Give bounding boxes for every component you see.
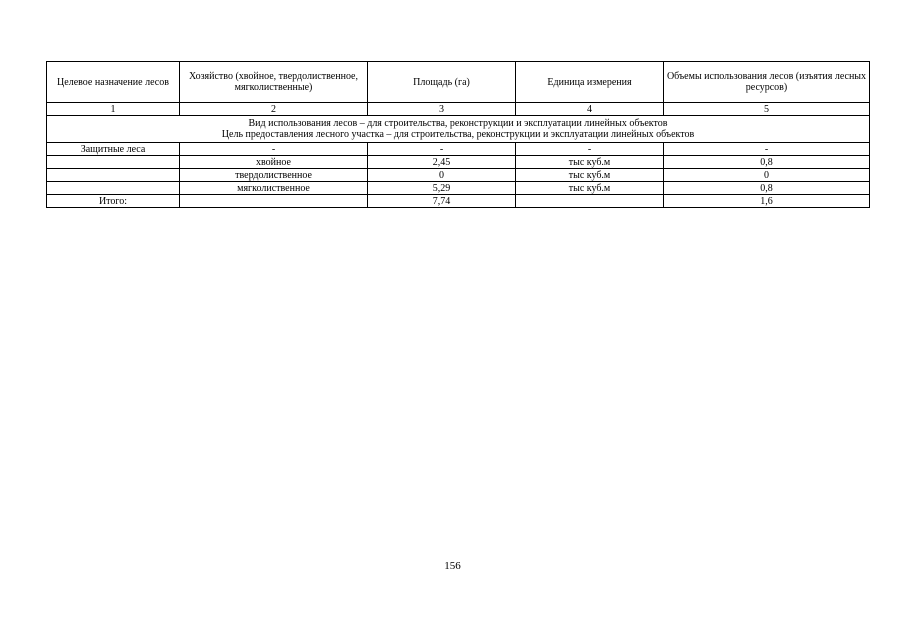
table-cell: мягколиственное — [180, 182, 368, 195]
table-cell — [47, 156, 180, 169]
table-cell: 0,8 — [664, 156, 870, 169]
column-number-row — [47, 103, 870, 116]
total-row — [47, 195, 870, 208]
table-cell: - — [516, 143, 664, 156]
table-cell — [516, 195, 664, 208]
table-cell: 0 — [368, 169, 516, 182]
table-cell: тыс куб.м — [516, 169, 664, 182]
table-row — [47, 156, 870, 169]
table-cell: Защитные леса — [47, 143, 180, 156]
total-label: Итого: — [47, 195, 180, 208]
table-cell: 0,8 — [664, 182, 870, 195]
table-cell — [47, 182, 180, 195]
use-type-cell — [47, 116, 870, 143]
use-type-row — [47, 116, 870, 143]
table-row — [47, 169, 870, 182]
column-number: 5 — [664, 103, 870, 116]
table-cell: 0 — [664, 169, 870, 182]
table-row — [47, 182, 870, 195]
column-number: 4 — [516, 103, 664, 116]
table-header-row — [47, 62, 870, 103]
table-cell: тыс куб.м — [516, 156, 664, 169]
table-cell: хвойное — [180, 156, 368, 169]
header-purpose: Целевое назначение лесов — [47, 62, 180, 103]
table-cell — [180, 195, 368, 208]
column-number: 3 — [368, 103, 516, 116]
column-number: 1 — [47, 103, 180, 116]
purpose-text: Цель предоставления лесного участка – для строительства, реконструкции и эксплуатации линейных объектов — [221, 129, 695, 140]
table-cell: 2,45 — [368, 156, 516, 169]
table-cell — [47, 169, 180, 182]
table-cell: - — [664, 143, 870, 156]
table-cell: твердолиственное — [180, 169, 368, 182]
table-cell: 5,29 — [368, 182, 516, 195]
header-unit: Единица измерения — [516, 62, 664, 103]
table-cell: - — [368, 143, 516, 156]
column-number: 2 — [180, 103, 368, 116]
table-cell: тыс куб.м — [516, 182, 664, 195]
use-type-text: Вид использования лесов – для строительства, реконструкции и эксплуатации линейных объектов — [248, 118, 668, 129]
header-economy: Хозяйство (хвойное, твердолиственное, мягколиственные) — [180, 62, 368, 103]
page-number: 156 — [444, 560, 461, 572]
header-area: Площадь (га) — [368, 62, 516, 103]
total-area: 7,74 — [368, 195, 516, 208]
forest-use-table — [46, 61, 870, 208]
table-row — [47, 143, 870, 156]
header-volume: Объемы использования лесов (изъятия лесных ресурсов) — [664, 62, 870, 103]
table-cell: - — [180, 143, 368, 156]
total-volume: 1,6 — [664, 195, 870, 208]
